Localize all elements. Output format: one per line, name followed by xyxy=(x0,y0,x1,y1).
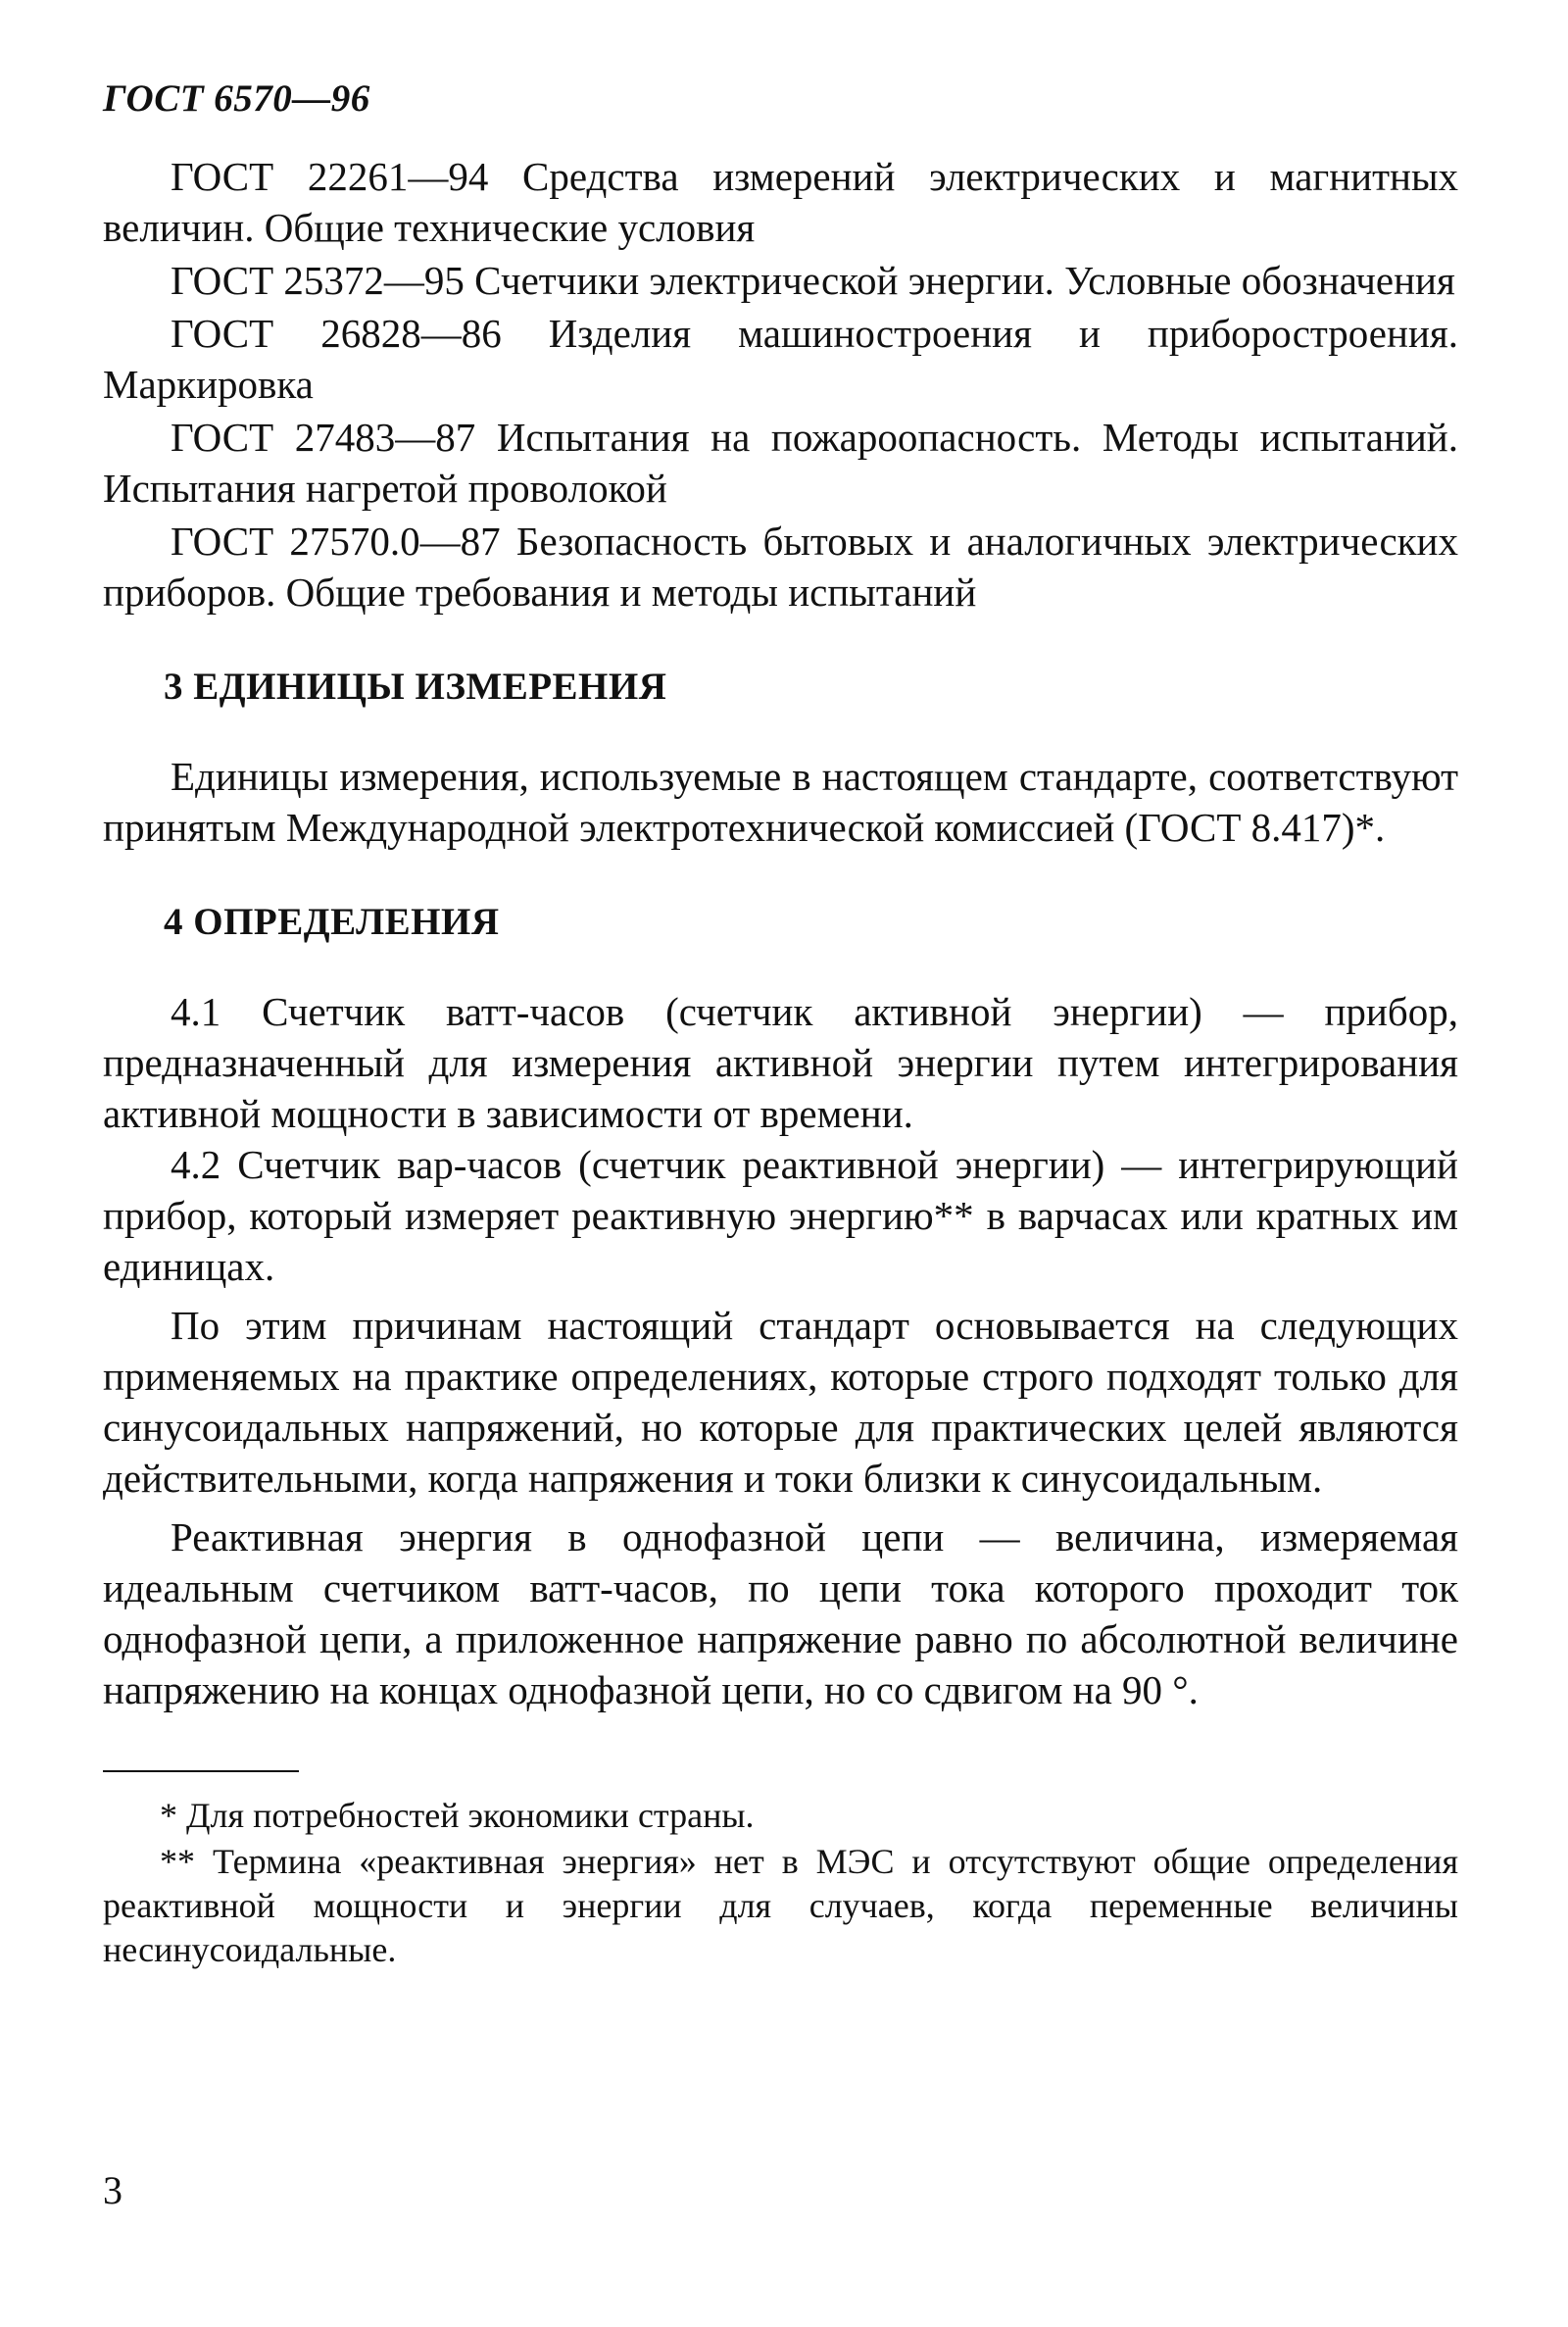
references-list xyxy=(103,151,1458,618)
reference-item: ГОСТ 27483—87 Испытания на пожароопасность. Методы испытаний. Испытания нагретой проволокой xyxy=(103,415,1458,511)
reference-item: ГОСТ 27570.0—87 Безопасность бытовых и аналогичных электрических приборов. Общие требования и методы испытаний xyxy=(103,519,1458,615)
section-4-body xyxy=(103,986,1458,1715)
reference-item: ГОСТ 26828—86 Изделия машиностроения и приборостроения. Маркировка xyxy=(103,311,1458,407)
section-4-paragraph: По этим причинам настоящий стандарт основывается на следующих применяемых на практике определениях, которые строго подходят только для синусоидальных напряжений, но которые для практических целей являются действительными, когда напряжения и токи близки к синусоидальным. xyxy=(103,1303,1458,1501)
section-4-paragraph: Реактивная энергия в однофазной цепи — величина, измеряемая идеальным счетчиком ватт-часов, по цепи тока которого проходит ток однофазной цепи, а приложенное напряжение равно по абсолютной величине напряжению на концах однофазной цепи, но со сдвигом на 90 °. xyxy=(103,1514,1458,1712)
footnotes xyxy=(103,1794,1458,1972)
section-3-title: 3 ЕДИНИЦЫ ИЗМЕРЕНИЯ xyxy=(164,666,667,708)
reference-item: ГОСТ 22261—94 Средства измерений электрических и магнитных величин. Общие технические условия xyxy=(103,154,1458,250)
section-3-body xyxy=(103,751,1458,853)
page-header: ГОСТ 6570—96 xyxy=(103,77,370,120)
footnote-item: ** Термина «реактивная энергия» нет в МЭС и отсутствуют общие определения реактивной мощности и энергии для случаев, когда переменные величины несинусоидальные. xyxy=(103,1842,1458,1969)
definition-4-2: 4.2 Счетчик вар-часов (счетчик реактивной энергии) — интегрирующий прибор, который измеряет реактивную энергию** в варчасах или кратных им единицах. xyxy=(103,1142,1458,1289)
section-4-title: 4 ОПРЕДЕЛЕНИЯ xyxy=(164,901,500,943)
reference-item: ГОСТ 25372—95 Счетчики электрической энергии. Условные обозначения xyxy=(171,258,1455,303)
section-3-paragraph: Единицы измерения, используемые в настоящем стандарте, соответствуют принятым Международной электротехнической комиссией (ГОСТ 8.417)*. xyxy=(103,754,1458,850)
footnote-divider xyxy=(103,1770,299,1772)
page-number: 3 xyxy=(103,2168,122,2212)
footnote-item: * Для потребностей экономики страны. xyxy=(160,1796,755,1835)
definition-4-1: 4.1 Счетчик ватт-часов (счетчик активной энергии) — прибор, предназначенный для измерения активной энергии путем интегрирования активной мощности в зависимости от времени. xyxy=(103,989,1458,1136)
